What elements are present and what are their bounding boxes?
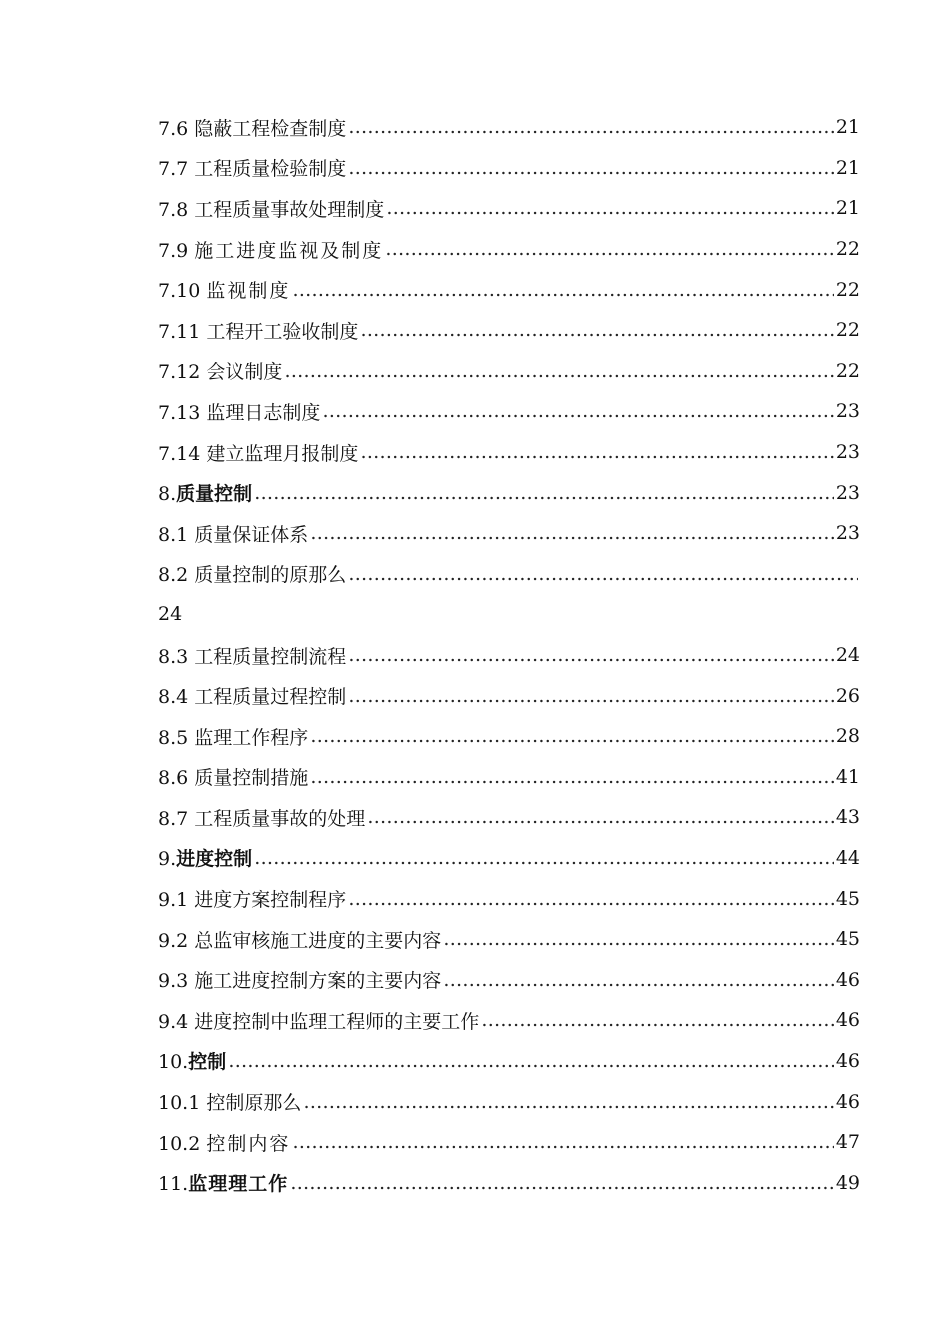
toc-entry[interactable] (158, 107, 860, 148)
toc-page-number: 23 (835, 441, 860, 464)
toc-leader-dots (254, 847, 834, 869)
toc-leader-dots (310, 725, 834, 747)
toc-page-number: 49 (835, 1171, 860, 1194)
toc-page-number: 23 (835, 400, 860, 423)
toc-leader-dots (348, 644, 834, 666)
toc-page-number: 47 (835, 1131, 860, 1154)
toc-page-number: 46 (835, 968, 860, 991)
toc-entry[interactable] (158, 635, 860, 676)
toc-leader-dots (385, 238, 834, 260)
toc-entry[interactable] (158, 269, 860, 310)
toc-page-number: 26 (835, 684, 860, 707)
toc-leader-dots (348, 116, 834, 138)
toc-entry[interactable] (158, 432, 860, 473)
toc-entry[interactable] (158, 1000, 860, 1041)
toc-entry[interactable] (158, 797, 860, 838)
toc-section-heading[interactable] (158, 472, 860, 513)
toc-leader-dots (348, 563, 858, 585)
toc-entry-title: 7.6 隐蔽工程检查制度 (158, 117, 347, 140)
toc-entry[interactable] (158, 513, 860, 554)
toc-entry[interactable] (158, 919, 860, 960)
toc-page-number: 22 (835, 359, 860, 382)
toc-entry[interactable] (158, 229, 860, 270)
toc-entry-title: 8.6 质量控制措施 (158, 767, 309, 790)
toc-entry-title: 8.7 工程质量事故的处理 (158, 807, 366, 830)
toc-entry-title: 8.2 质量控制的原那么 (158, 564, 347, 587)
toc-entry[interactable] (158, 675, 860, 716)
toc-leader-dots (360, 441, 833, 463)
toc-page-number: 44 (835, 846, 860, 869)
toc-entry[interactable] (158, 391, 860, 432)
toc-entry[interactable] (158, 188, 860, 229)
toc-entry[interactable] (158, 351, 860, 392)
toc-entry-title: 8.4 工程质量过程控制 (158, 686, 347, 709)
toc-entry-title: 7.8 工程质量事故处理制度 (158, 198, 385, 221)
toc-leader-dots (322, 400, 833, 422)
toc-page-number: 21 (835, 116, 860, 139)
toc-page-number: 41 (835, 765, 860, 788)
toc-leader-dots (348, 888, 834, 910)
toc-entry-title: 7.9 施工进度监视及制度 (158, 239, 384, 262)
toc-page-number: 46 (835, 1009, 860, 1032)
toc-entry-title: 10.2 控制内容 (158, 1132, 291, 1155)
toc-leader-dots (228, 1050, 834, 1072)
toc-page-number: 23 (835, 522, 860, 545)
toc-entry[interactable] (158, 1122, 860, 1163)
toc-entry-title: 7.11 工程开工验收制度 (158, 320, 359, 343)
toc-entry-title: 11.监理理工作 (158, 1173, 289, 1196)
toc-entry-title: 8.5 监理工作程序 (158, 726, 309, 749)
toc-leader-dots (303, 1091, 833, 1113)
toc-leader-dots (290, 1172, 834, 1194)
toc-entry-title: 7.10 监视制度 (158, 280, 291, 303)
table-of-contents (158, 107, 860, 1203)
toc-entry-title: 7.14 建立监理月报制度 (158, 442, 359, 465)
toc-entry[interactable] (158, 959, 860, 1000)
toc-page-number: 43 (835, 806, 860, 829)
toc-page-number: 45 (835, 928, 860, 951)
toc-entry-title: 10.1 控制原那么 (158, 1092, 302, 1115)
toc-entry-title: 9.2 总监审核施工进度的主要内容 (158, 929, 442, 952)
toc-leader-dots (310, 522, 834, 544)
toc-entry-title: 10.控制 (158, 1051, 227, 1074)
toc-leader-dots (292, 1131, 833, 1153)
toc-leader-dots (348, 685, 834, 707)
toc-page-number: 24 (835, 644, 860, 667)
toc-entry[interactable] (158, 148, 860, 189)
toc-page-number: 21 (835, 197, 860, 220)
toc-section-heading[interactable] (158, 1041, 860, 1082)
toc-entry-title: 9.4 进度控制中监理工程师的主要工作 (158, 1010, 480, 1033)
toc-page-number: 46 (835, 1049, 860, 1072)
toc-page-number: 22 (835, 238, 860, 261)
toc-page-number: 28 (835, 725, 860, 748)
toc-page-number: 24 (158, 603, 183, 626)
toc-entry[interactable] (158, 757, 860, 798)
toc-leader-dots (292, 279, 833, 301)
toc-page-number: 22 (835, 319, 860, 342)
toc-entry[interactable] (158, 310, 860, 351)
toc-page-number: 21 (835, 156, 860, 179)
toc-entry[interactable] (158, 716, 860, 757)
toc-page-number: 22 (835, 278, 860, 301)
toc-entry-title: 7.13 监理日志制度 (158, 401, 321, 424)
toc-wrapped-page-number-line (158, 594, 860, 635)
toc-entry-title: 7.7 工程质量检验制度 (158, 158, 347, 181)
toc-section-heading[interactable] (158, 838, 860, 879)
toc-leader-dots (367, 806, 834, 828)
toc-leader-dots (386, 197, 834, 219)
toc-entry-title: 7.12 会议制度 (158, 361, 283, 384)
toc-entry-title: 9.进度控制 (158, 848, 253, 871)
toc-page-number: 23 (835, 481, 860, 504)
toc-entry[interactable] (158, 878, 860, 919)
toc-leader-dots (348, 157, 834, 179)
toc-leader-dots (360, 319, 833, 341)
toc-leader-dots (443, 969, 834, 991)
toc-entry-title: 9.1 进度方案控制程序 (158, 889, 347, 912)
toc-section-heading[interactable] (158, 1162, 860, 1203)
toc-leader-dots (254, 482, 834, 504)
toc-entry[interactable] (158, 1081, 860, 1122)
toc-entry-title: 9.3 施工进度控制方案的主要内容 (158, 970, 442, 993)
toc-page-number: 45 (835, 887, 860, 910)
toc-entry-title: 8.质量控制 (158, 483, 253, 506)
toc-leader-dots (310, 766, 834, 788)
toc-entry-title: 8.3 工程质量控制流程 (158, 645, 347, 668)
toc-leader-dots (284, 360, 833, 382)
toc-page-number: 46 (835, 1090, 860, 1113)
toc-leader-dots (443, 928, 834, 950)
toc-entry-title: 8.1 质量保证体系 (158, 523, 309, 546)
toc-entry[interactable] (158, 554, 860, 595)
toc-leader-dots (481, 1009, 834, 1031)
